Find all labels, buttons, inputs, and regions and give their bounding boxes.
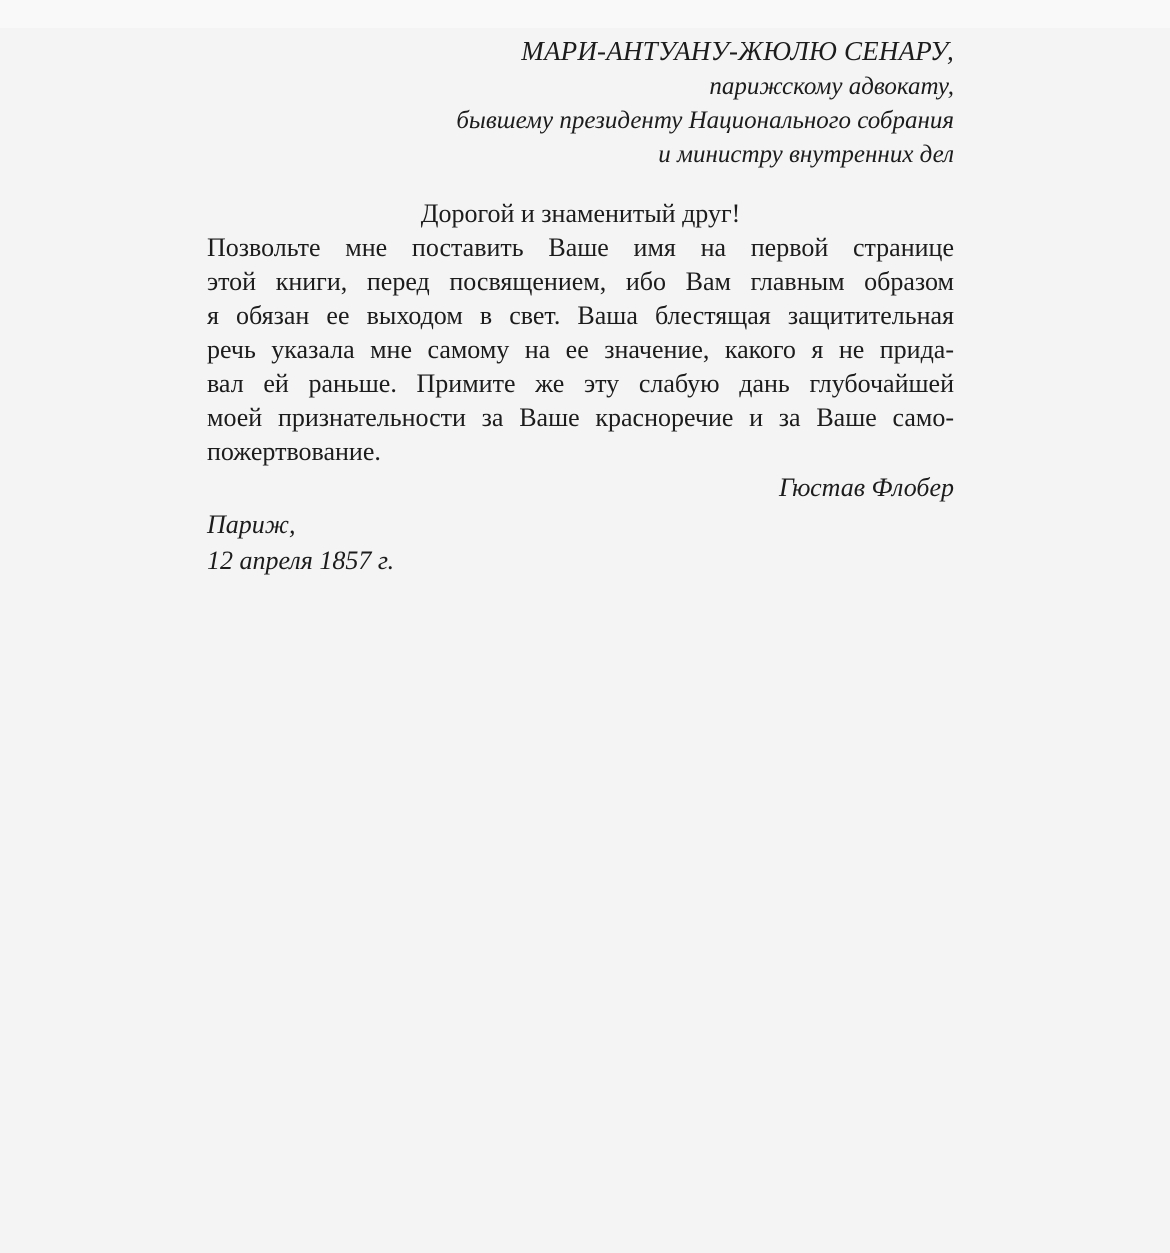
signature: Гюстав Флобер [779,473,954,502]
dedication-line-3: и министру внутренних дел [658,141,954,168]
letter-body [207,231,954,469]
letter-line-6: моей признательности за Ваше красноречие и за Ваше само- [207,403,954,432]
book-page [207,32,954,579]
dedication-recipient-name: МАРИ-АНТУАНУ-ЖЮЛЮ СЕНАРУ, [521,36,954,66]
salutation: Дорогой и знаменитый друг! [420,199,741,228]
top-band [0,0,1170,28]
letter-line-4: речь указала мне самому на ее значение, какого я не прида- [207,335,954,364]
dedication-line-1: парижскому адвокату, [709,73,954,100]
place: Париж, [207,510,296,539]
place-date-block [207,507,954,579]
letter-line-7: пожертвование. [207,437,381,466]
letter-line-5: вал ей раньше. Примите же эту слабую дань глубочайшей [207,369,954,398]
date: 12 апреля 1857 г. [207,546,395,575]
letter-line-3: я обязан ее выходом в свет. Ваша блестящая защитительная [207,301,954,330]
dedication-line-2: бывшему президенту Национального собрания [456,107,954,134]
letter-line-2: этой книги, перед посвящением, ибо Вам главным образом [207,267,954,296]
letter-line-1: Позвольте мне поставить Ваше имя на первой странице [207,233,954,262]
dedication-block [207,32,954,172]
